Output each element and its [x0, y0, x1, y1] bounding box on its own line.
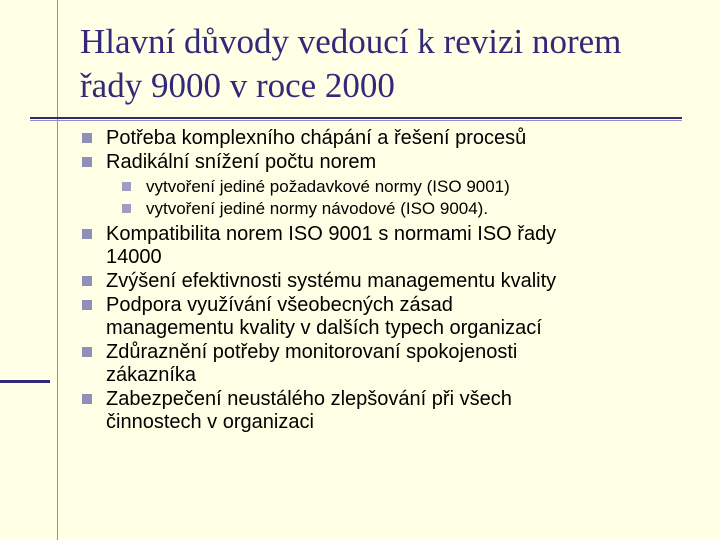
list-item	[80, 294, 700, 340]
list-item-text: Kompatibilita norem ISO 9001 s normami ISO řady	[106, 223, 557, 245]
list-item-text: Zabezpečení neustálého zlepšování při všech	[106, 388, 512, 410]
sub-list-item-text: vytvoření jediné normy návodové (ISO 9004).	[146, 199, 489, 218]
square-bullet-icon	[82, 300, 92, 310]
slide-title	[80, 20, 700, 108]
square-bullet-icon	[122, 204, 131, 213]
square-bullet-icon	[122, 182, 131, 191]
bullet-list-container	[80, 127, 700, 435]
list-item	[80, 341, 700, 387]
list-item	[80, 151, 700, 219]
square-bullet-icon	[82, 157, 92, 167]
left-accent-bar	[0, 380, 50, 383]
sub-bullet-list	[106, 176, 700, 219]
square-bullet-icon	[82, 347, 92, 357]
list-item-text-cont: činnostech v organizaci	[106, 411, 314, 433]
title-underline-shadow	[30, 120, 682, 121]
square-bullet-icon	[82, 276, 92, 286]
left-vertical-rule	[57, 0, 58, 540]
list-item-text: Radikální snížení počtu norem	[106, 151, 377, 173]
square-bullet-icon	[82, 229, 92, 239]
list-item-text-cont: managementu kvality v dalších typech organizací	[106, 317, 542, 339]
square-bullet-icon	[82, 394, 92, 404]
list-item-text-cont: 14000	[106, 246, 162, 268]
bullet-list	[80, 127, 700, 434]
title-line-1: Hlavní důvody vedoucí k revizi norem	[80, 22, 622, 61]
title-underline	[30, 117, 682, 119]
list-item-text: Podpora využívání všeobecných zásad	[106, 294, 453, 316]
sub-list-item-text: vytvoření jediné požadavkové normy (ISO 9001)	[146, 177, 510, 196]
title-line-2: řady 9000 v roce 2000	[80, 66, 395, 105]
list-item	[80, 270, 700, 293]
list-item	[80, 388, 700, 434]
list-item-text: Potřeba komplexního chápání a řešení procesů	[106, 127, 527, 149]
list-item-text: Zdůraznění potřeby monitorovaní spokojenosti	[106, 341, 518, 363]
list-item-text: Zvýšení efektivnosti systému managementu kvality	[106, 270, 557, 292]
square-bullet-icon	[82, 133, 92, 143]
sub-list-item	[114, 176, 700, 197]
list-item	[80, 127, 700, 150]
list-item-text-cont: zákazníka	[106, 364, 197, 386]
sub-list-item	[114, 198, 700, 219]
list-item	[80, 223, 700, 269]
